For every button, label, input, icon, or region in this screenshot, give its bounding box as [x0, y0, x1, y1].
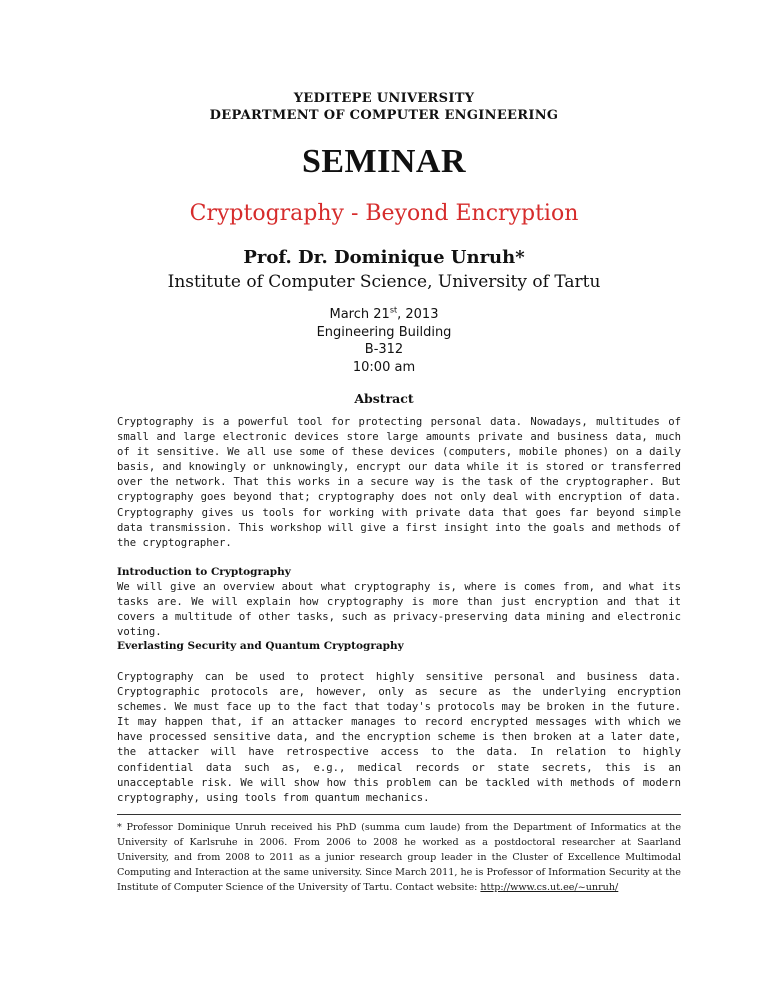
section-heading-everlasting: Everlasting Security and Quantum Cryptography	[117, 640, 404, 652]
speaker-footnote	[117, 820, 681, 895]
event-date-main: March 21	[329, 307, 390, 322]
event-date-year: , 2013	[397, 307, 439, 322]
section-heading-intro: Introduction to Cryptography	[117, 566, 291, 578]
section-paragraph-everlasting: Cryptography can be used to protect highly sensitive personal and business data. Cryptographic protocols are, however, only as secure as the underlying encryption schemes. We must face up to the fact that today's protocols may be broken in the future. It may happen that, if an attacker manages to record encrypted messages with which we have processed sensitive data, and the encryption scheme is then broken at a later date, the attacker will have retrospective access to the data. In relation to highly confidential data such as, e.g., medical records or state secrets, this is an unacceptable risk. We will show how this problem can be tackled with methods of modern cryptography, using tools from quantum mechanics.	[117, 671, 681, 804]
contact-website-link[interactable]: http://www.cs.ut.ee/~unruh/	[480, 882, 619, 894]
event-building: Engineering Building	[316, 324, 452, 340]
abstract-heading: Abstract	[354, 391, 414, 406]
department-name: DEPARTMENT OF COMPUTER ENGINEERING	[209, 108, 559, 123]
event-date	[0, 306, 768, 324]
footnote-text: * Professor Dominique Unruh received his PhD (summa cum laude) from the Department of Informatics at the University of Karlsruhe in 2006. From 2006 to 2008 he worked as a postdoctoral researcher at Saarland University, and from 2008 to 2011 as a junior research group leader in the Cluster of Excellence Multimodal Computing and Interaction at the same university. Since March 2011, he is Professor of Information Security at the Institute of Computer Science of the University of Tartu. Contact website:	[117, 822, 681, 894]
section-paragraph-intro: We will give an overview about what cryptography is, where is comes from, and what its tasks are. We will explain how cryptography is more than just encryption and that it covers a multitude of other tasks, such as privacy-preserving data mining and electronic voting.	[117, 581, 681, 639]
event-time: 10:00 am	[352, 359, 416, 375]
speaker-name: Prof. Dr. Dominique Unruh*	[243, 247, 525, 268]
abstract-paragraph: Cryptography is a powerful tool for protecting personal data. Nowadays, multitudes of small and large electronic devices store large amounts private and business data, much of it sensitive. We all use some of these devices (computers, mobile phones) on a daily basis, and knowingly or unknowingly, encrypt our data while it is stored or transferred over the network. That this works in a secure way is the task of the cryptographer. But cryptography goes beyond that; cryptography does not only deal with encryption of data. Cryptography gives us tools for working with private data that goes far beyond simple data transmission. This workshop will give a first insight into the goals and methods of the cryptographer.	[117, 416, 681, 549]
event-date-ordinal: st	[389, 305, 398, 315]
event-room: B-312	[364, 342, 404, 357]
speaker-affiliation: Institute of Computer Science, University of Tartu	[167, 272, 601, 292]
event-details	[0, 306, 768, 376]
talk-title: Cryptography - Beyond Encryption	[189, 201, 579, 226]
university-name: YEDITEPE UNIVERSITY	[293, 91, 475, 106]
footnote-divider	[117, 814, 681, 815]
institution-header	[0, 90, 768, 124]
event-type-title: SEMINAR	[301, 143, 467, 180]
